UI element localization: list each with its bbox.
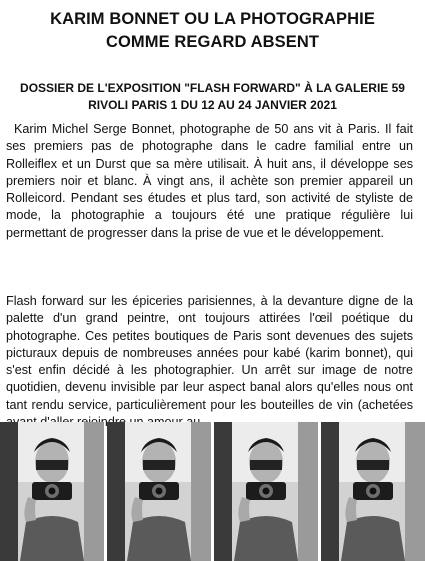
- exhibition-subtitle: [0, 80, 425, 114]
- document-title: [0, 8, 425, 54]
- biography-paragraph: Karim Michel Serge Bonnet, photographe de 50 ans vit à Paris. Il fait ses premiers pas de photographe dans le cadre familial entre un Rolleiflex et un Durst que sa mère utilisait. À huit ans, il développe ses premiers noir et blanc. À vingt ans, il achète son premier appareil un Rolleicord. Pendant ses études et plus tard, son activité de styliste de mode, la photographie a toujours été une pratique régulière lui permettant de progresser dans la prise de vue et le développement.: [6, 122, 413, 240]
- self-portrait-photo: [107, 422, 211, 561]
- subtitle-line: DOSSIER DE L'EXPOSITION "FLASH FORWARD" À LA GALERIE 59: [20, 81, 405, 95]
- self-portrait-photo: [0, 422, 104, 561]
- exhibition-paragraph: Flash forward sur les épiceries parisiennes, à la devanture digne de la palette d'un grand peintre, ont toujours attirées l'œil poétique du photographe. Ces petites boutiques de Paris sont devenues des sujets picturaux depuis de nombreuses années pour kabé (karim bonnet), qui s'est enfin décidé à les photographier. Un arrêt sur image de notre quotidien, devenu invisible par leur aspect banal alors qu'elles nous ont tant rendu service, particulièrement pour les bouteilles de vin (achetées: [6, 294, 413, 412]
- title-line: KARIM BONNET OU LA PHOTOGRAPHIE: [50, 10, 375, 28]
- title-line: COMME REGARD ABSENT: [105, 33, 320, 51]
- subtitle-line: RIVOLI PARIS 1 DU 12 AU 24 JANVIER 2021: [88, 98, 337, 112]
- photo-strip: [0, 422, 425, 561]
- self-portrait-photo: [321, 422, 425, 561]
- self-portrait-photo: [214, 422, 318, 561]
